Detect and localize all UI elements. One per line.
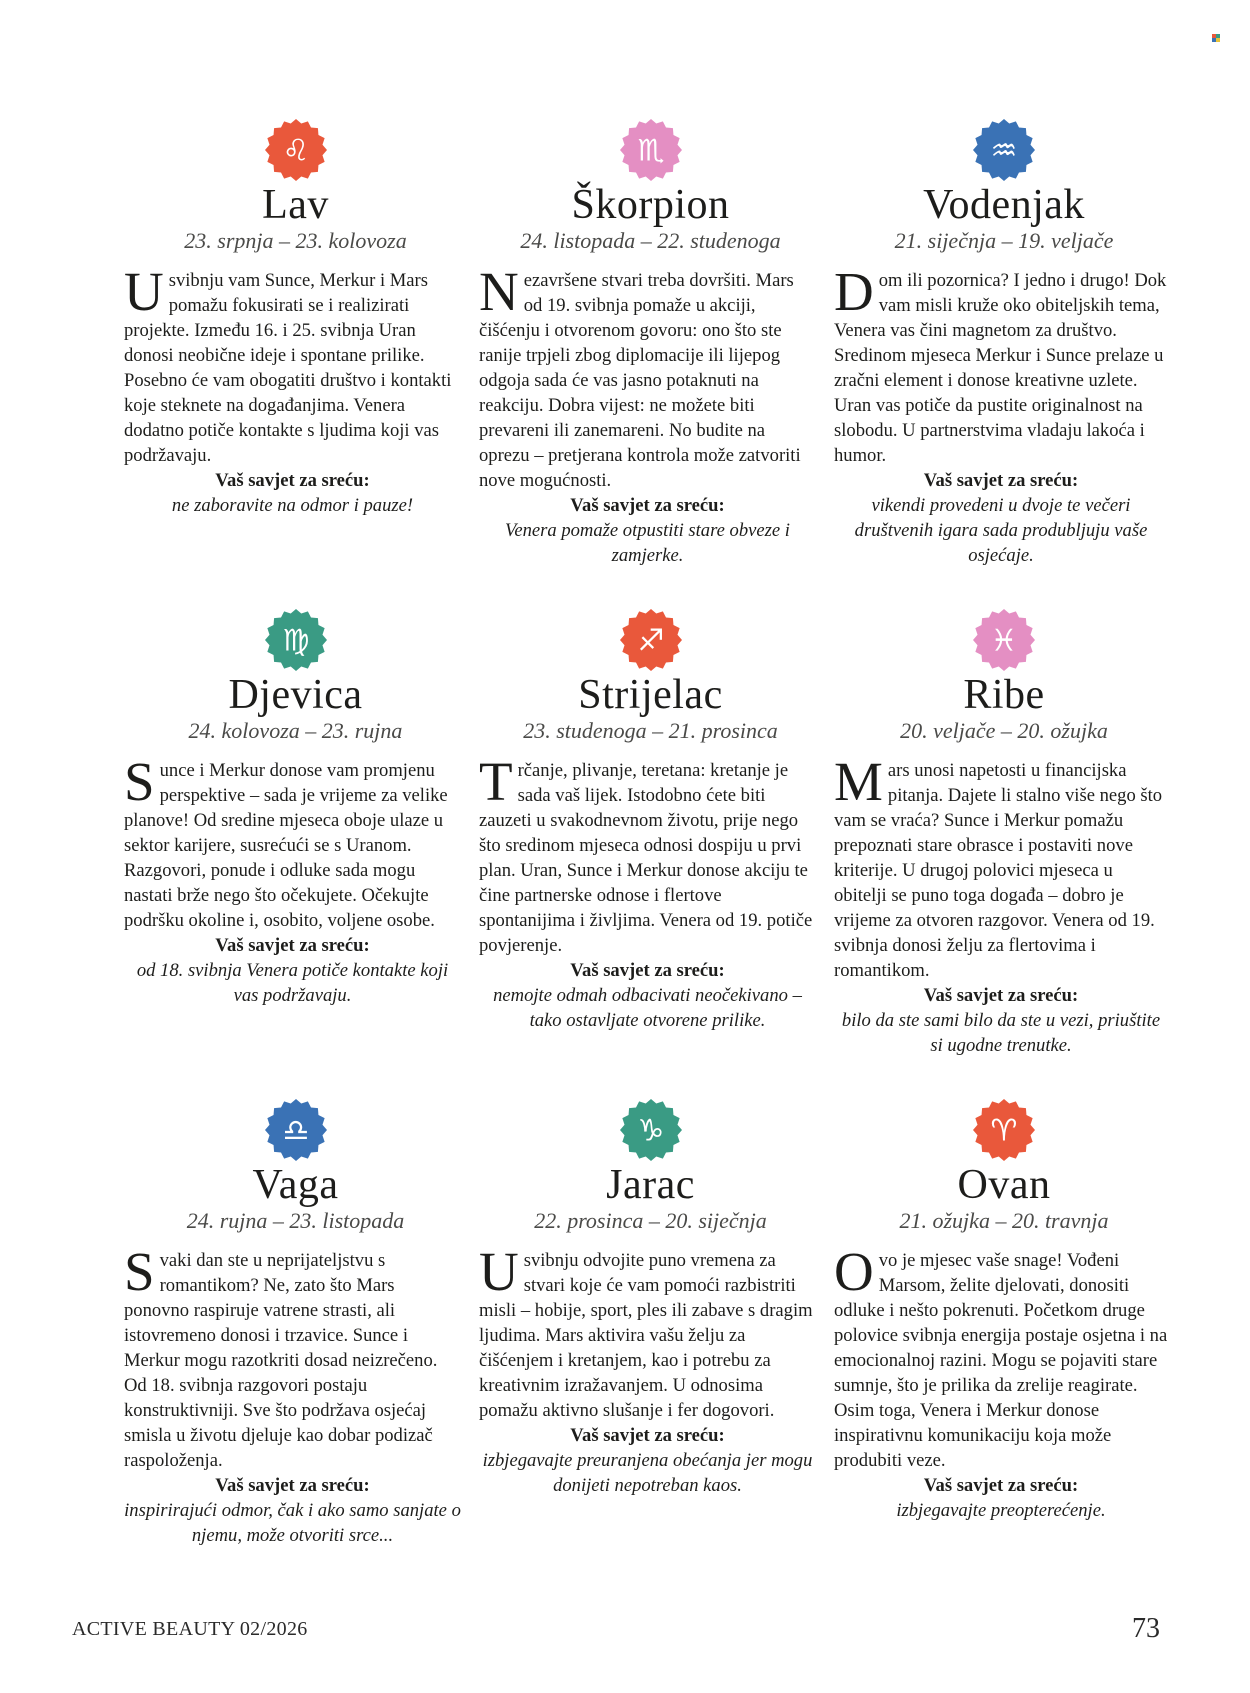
advice-label: Vaš savjet za sreću: [923, 985, 1079, 1006]
sign-dates: 24. rujna – 23. listopada [186, 1208, 405, 1233]
sign-dates: 23. studenoga – 21. prosinca [523, 718, 778, 743]
zodiac-glyph: ♍︎ [282, 623, 309, 659]
sign-card [118, 608, 473, 1098]
badge-starburst [972, 118, 1036, 182]
sign-text [834, 261, 1168, 568]
zodiac-glyph: ♒︎ [990, 133, 1018, 169]
sign-dates: 21. ožujka – 20. travnja [899, 1208, 1109, 1233]
paragraph: om ili pozornica? I jedno i drugo! Dok vam misli kruže oko obiteljskih tema, Venera vas čini magnetom za društvo. Sredinom mjeseca Merkur i Sunce prelaze u zračni element i donose kreativne uzlete. Uran vas potiče da pustite originalnost na slobodu. U partnerstvima vladaju lakoća i humor. [834, 270, 1167, 466]
advice-text: Venera pomaže otpustiti stare obveze i zamjerke. [505, 520, 790, 566]
sign-text [479, 751, 816, 1033]
zodiac-glyph: ♐︎ [637, 623, 664, 659]
drop-cap: S [124, 751, 155, 812]
aquarius-symbol-icon [972, 118, 1036, 182]
sign-name: Škorpion [571, 182, 730, 228]
drop-cap: U [479, 1241, 519, 1302]
pisces-symbol-icon [972, 608, 1036, 672]
sign-text [479, 1241, 816, 1498]
badge-starburst [264, 1098, 328, 1162]
badge-starburst [619, 118, 683, 182]
paragraph: ars unosi napetosti u financijska pitanja. Dajete li stalno više nego što vam se vraća? Sunce i Merkur pomažu prepoznati stare obrasce i postaviti nove kriterije. U drugoj polovici mjeseca u obitelji se puno toga događa – dobro je vrijeme za otvoren razgovor. Venera od 19. svibnja donosi želju za flertovima i romantikom. [834, 760, 1163, 981]
advice-text: izbjegavajte preopterećenje. [896, 1500, 1106, 1521]
sign-dates: 21. siječnja – 19. veljače [894, 228, 1114, 253]
scorpio-symbol-icon [619, 118, 683, 182]
badge-starburst [972, 1098, 1036, 1162]
sign-name: Lav [262, 182, 329, 228]
sign-card [473, 118, 828, 608]
advice-text: od 18. svibnja Venera potiče kontakte koji vas podržavaju. [136, 960, 449, 1006]
sign-card [473, 1098, 828, 1588]
sign-name: Ribe [963, 672, 1045, 718]
sign-name: Ovan [957, 1162, 1051, 1208]
advice-label: Vaš savjet za sreću: [923, 470, 1079, 491]
sign-card [118, 118, 473, 608]
sign-text [479, 261, 816, 568]
sign-text [124, 1241, 461, 1548]
sign-card [473, 608, 828, 1098]
paragraph: vaki dan ste u neprijateljstvu s romantikom? Ne, zato što Mars ponovno raspiruje vatrene strasti, ali istovremeno donosi i trzavice. Sunce i Merkur mogu razotkriti dosad neizrečeno. Od 18. svibnja razgovori postaju konstruktivniji. Sve što podržava osjećaj smisla u životu djeluje kao dobar podizač raspoloženja. [124, 1250, 438, 1471]
badge-starburst [619, 608, 683, 672]
sign-name: Djevica [228, 672, 363, 718]
leo-symbol-icon [264, 118, 328, 182]
advice-label: Vaš savjet za sreću: [570, 960, 725, 981]
libra-symbol-icon [264, 1098, 328, 1162]
capricorn-symbol-icon [619, 1098, 683, 1162]
sign-card [828, 608, 1180, 1098]
sign-name: Jarac [606, 1162, 695, 1208]
zodiac-glyph: ♑︎ [637, 1113, 664, 1149]
sign-text [834, 751, 1168, 1058]
virgo-symbol-icon [264, 608, 328, 672]
aries-symbol-icon [972, 1098, 1036, 1162]
zodiac-glyph: ♓︎ [990, 623, 1018, 659]
advice-text: inspirirajući odmor, čak i ako samo sanjate o njemu, može otvoriti srce... [124, 1500, 461, 1546]
sign-dates: 24. kolovoza – 23. rujna [188, 718, 403, 743]
badge-starburst [619, 1098, 683, 1162]
advice-text: ne zaboravite na odmor i pauze! [171, 495, 414, 516]
sign-card [828, 1098, 1180, 1588]
sign-card [828, 118, 1180, 608]
paragraph: svibnju vam Sunce, Merkur i Mars pomažu fokusirati se i realizirati projekte. Između 16. i 25. svibnja Uran donosi neobične ideje i spontane prilike. Posebno će vam obogatiti društvo i kontakti koje steknete na događanjima. Venera dodatno potiče kontakte s ljudima koji vas podržavaju. [124, 270, 452, 466]
advice-text: bilo da ste sami bilo da ste u vezi, priuštite si ugodne trenutke. [841, 1010, 1161, 1056]
advice-text: vikendi provedeni u dvoje te večeri društvenih igara sada produbljuju vaše osjećaje. [854, 495, 1148, 566]
advice-text: izbjegavajte preuranjena obećanja jer mogu donijeti nepotreban kaos. [482, 1450, 813, 1496]
paragraph: vo je mjesec vaše snage! Vođeni Marsom, želite djelovati, donositi odluke i nešto pokrenuti. Početkom druge polovice svibnja energija postaje osjetna i na emocionalnoj razini. Mogu se pojaviti stare sumnje, što je prilika da zrelije reagirate. Osim toga, Venera i Merkur donose inspirativnu komunikaciju koja može produbiti veze. [834, 1250, 1168, 1471]
sign-name: Strijelac [578, 672, 723, 718]
paragraph: rčanje, plivanje, teretana: kretanje je sada vaš lijek. Istodobno ćete biti zauzeti u svakodnevnom životu, prije nego što sredinom mjeseca odnosi dospiju u prvi plan. Uran, Sunce i Merkur donose akciju te čine partnerske odnose i flertove spontanijima i življima. Venera od 19. potiče povjerenje. [479, 760, 813, 956]
zodiac-glyph: ♈︎ [990, 1113, 1018, 1149]
advice-label: Vaš savjet za sreću: [923, 1475, 1079, 1496]
advice-text: nemojte odmah odbacivati neočekivano – tako ostavljate otvorene prilike. [493, 985, 802, 1031]
magazine-issue: ACTIVE BEAUTY 02/2026 [72, 1618, 308, 1640]
sign-name: Vodenjak [923, 182, 1085, 228]
sagittarius-symbol-icon [619, 608, 683, 672]
badge-starburst [264, 118, 328, 182]
zodiac-glyph: ♎︎ [282, 1113, 309, 1149]
drop-cap: S [124, 1241, 155, 1302]
advice-label: Vaš savjet za sreću: [215, 470, 370, 491]
sign-text [124, 751, 461, 1008]
sign-dates: 24. listopada – 22. studenoga [520, 228, 781, 253]
drop-cap: O [834, 1241, 874, 1302]
advice-label: Vaš savjet za sreću: [215, 935, 370, 956]
advice-label: Vaš savjet za sreću: [570, 1425, 725, 1446]
horoscope-grid [118, 118, 1180, 1588]
drop-cap: U [124, 261, 164, 322]
sign-name: Vaga [252, 1162, 339, 1208]
advice-label: Vaš savjet za sreću: [570, 495, 725, 516]
page-number: 73 [1132, 1613, 1160, 1644]
sign-dates: 20. veljače – 20. ožujka [900, 718, 1108, 743]
badge-starburst [264, 608, 328, 672]
zodiac-glyph: ♏︎ [637, 133, 664, 169]
drop-cap: T [479, 751, 513, 812]
paragraph: svibnju odvojite puno vremena za stvari koje će vam pomoći razbistriti misli – hobije, sport, ples ili zabave s dragim ljudima. Mars aktivira vašu želju za čišćenjem i kretanjem, kao i potrebu za kreativnim izražavanjem. U odnosima pomažu aktivno slušanje i fer dogovori. [479, 1250, 813, 1421]
paragraph: ezavršene stvari treba dovršiti. Mars od 19. svibnja pomaže u akciji, čišćenju i otvorenom govoru: ono što ste ranije trpjeli zbog diplomacije ili lijepog odgoja sada će vas jasno potaknuti na reakciju. Dobra vijest: ne možete biti prevareni ili zanemareni. No budite na oprezu – pretjerana kontrola može zatvoriti nove mogućnosti. [479, 270, 801, 491]
sign-dates: 22. prosinca – 20. siječnja [534, 1208, 767, 1233]
sign-text [124, 261, 461, 518]
drop-cap: D [834, 261, 874, 322]
paragraph: unce i Merkur donose vam promjenu perspektive – sada je vrijeme za velike planove! Od sredine mjeseca oboje ulaze u sektor karijere, susrećući se s Uranom. Razgovori, ponude i odluke sada mogu nastati brže nego što očekujete. Očekujte podršku okoline i, osobito, voljene osobe. [124, 760, 448, 931]
print-registration-mark [1212, 34, 1220, 42]
zodiac-glyph: ♌︎ [282, 133, 309, 169]
advice-label: Vaš savjet za sreću: [215, 1475, 370, 1496]
drop-cap: N [479, 261, 519, 322]
drop-cap: M [834, 751, 883, 812]
sign-dates: 23. srpnja – 23. kolovoza [184, 228, 407, 253]
sign-text [834, 1241, 1168, 1523]
sign-card [118, 1098, 473, 1588]
badge-starburst [972, 608, 1036, 672]
